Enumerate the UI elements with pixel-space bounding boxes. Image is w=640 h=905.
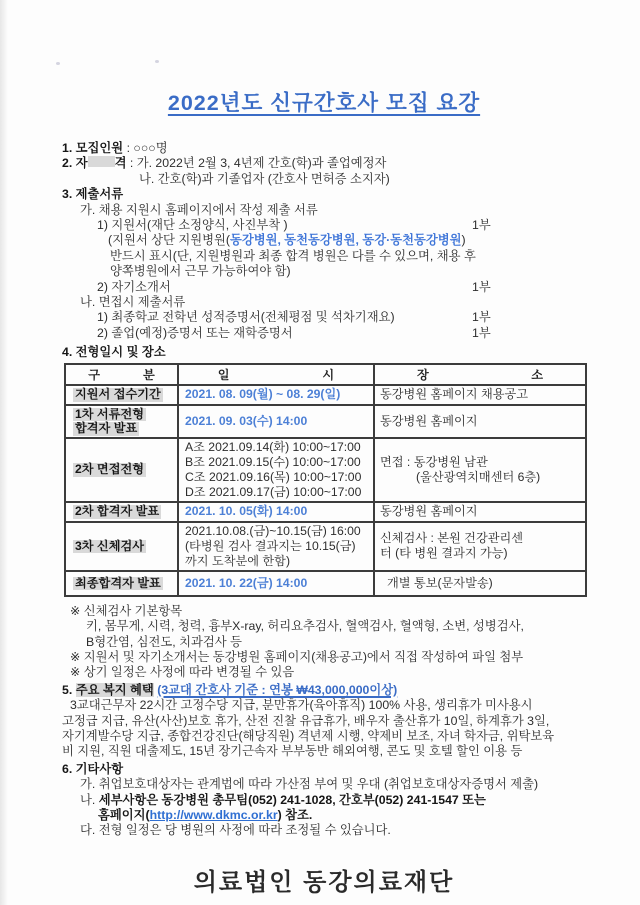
submit-docs-a-title: 가. 채용 지원시 홈페이지에서 작성 제출 서류 [80,202,318,217]
organization-name: 의료법인 동강의료재단 [193,868,455,896]
row-label: 2차 합격자 발표 [75,504,160,519]
row-time-cell [178,385,374,405]
scan-artifact [0,0,8,905]
copies-count: 1부 [472,279,491,294]
contact-info: 세부사항은 동강병원 총무팀(052) 241-1028, 간호부(052) 241-1547 또는 [98,792,486,807]
qualification-line-2: 나. 간호(학)과 기졸업자 (간호사 면허증 소지자) [139,171,390,186]
note-online-apply: ※ 지원서 및 자기소개서는 동강병원 홈페이지(채용공고)에서 직접 작성하여 파일 첨부 [70,649,524,664]
row-time-cell [178,438,374,502]
row-place-cell [374,438,586,502]
section-5-heading-line [62,683,586,698]
row-place-cell [374,405,586,438]
row-place: 동강병원 홈페이지 채용공고 [380,387,529,402]
row-place: 동강병원 홈페이지 [380,504,478,519]
schedule-row-interview-result [65,502,586,522]
header-ilsi [178,364,374,385]
row-label-cell [65,385,178,405]
header-jangso [374,364,586,385]
welfare-line-1: 3교대근무자 22시간 고정수당 지급, 분만휴가(육아휴직) 100% 사용, 생리휴가 미사용시 [70,698,533,713]
row-place: (울산광역치매센터 6층) [416,469,541,484]
section-1-heading: 1. 모집인원 [62,141,124,155]
row-label: 합격자 발표 [75,421,138,436]
etc-line-na [62,793,586,808]
row-time: (타병원 검사 결과지는 10.15(금) [185,538,356,553]
note-1-prefix: (지원서 상단 지원병원( [108,233,230,248]
schedule-row-doc-screening [65,405,586,438]
note-exam-list-2: B형간염, 심전도, 치과검사 등 [86,634,242,649]
header-char: 일 [217,367,230,382]
row-time-cell [178,405,374,438]
submit-docs-item-3 [62,310,586,325]
section-6-heading: 6. 기타사항 [62,761,124,776]
row-label: 최종합격자 발표 [75,575,161,590]
submit-docs-item-4 [62,326,586,341]
homepage-suffix: ) 참조. [277,807,313,822]
row-place: 면접 : 동강병원 남관 [380,454,488,469]
row-label-cell [65,502,178,522]
row-place: 개별 통보(문자발송) [387,575,493,590]
welfare-line-3: 자기계발수당 지급, 종합건강진단(해당직원) 격년제 시행, 약제비 보조, 자녀 학자금, 위탁보육 [62,728,555,743]
row-time: 까지 도착분에 한함) [185,553,291,568]
header-char: 분 [143,367,155,382]
salary-note: (3교대 간호사 기준 : 연봉 ₩43,000,000이상) [157,682,398,697]
row-label-cell [65,405,178,438]
schedule-row-interview [65,438,586,502]
homepage-url: http://www.dkmc.or.kr [149,807,278,822]
note-schedule-change: ※ 상기 일정은 사정에 따라 변경될 수 있음 [70,665,295,680]
submit-docs-item-1-text: 1) 지원서(재단 소정양식, 사진부착 ) [97,218,288,233]
welfare-line-4: 비 지원, 직원 대출제도, 15년 장기근속자 부부동반 해외여행, 콘도 및 호텔 할인 이용 등 [62,744,523,759]
row-label-cell [65,438,178,502]
schedule-header-row [65,364,586,385]
submit-docs-item-1 [62,218,586,233]
header-gubun [65,364,178,385]
qualification-line-1 [62,156,586,171]
submit-docs-note-1 [62,233,586,248]
section-5-heading: 주요 복지 혜택 [75,682,154,697]
header-char: 시 [322,367,335,382]
submit-docs-item-2-text: 2) 자기소개서 [97,279,171,294]
row-time: B조 2021.09.15(수) 10:00~17:00 [185,454,361,469]
copies-count: 1부 [472,325,491,340]
row-label: 3차 신체검사 [75,538,145,553]
header-char: 구 [88,367,100,382]
row-time-cell [178,571,374,596]
row-place-cell [374,571,586,596]
schedule-row-physical-exam [65,522,586,571]
row-place: 동강병원 홈페이지 [380,413,478,428]
section-2-number: 2. [62,156,76,171]
submit-docs-note-3: 양쪽병원에서 근무 가능하여야 함) [110,264,291,279]
row-place-cell [374,385,586,405]
row-time: D조 2021.09.17(금) 10:00~17:00 [185,484,362,499]
row-label-cell [65,571,178,596]
row-label-cell [65,522,178,571]
row-place-cell [374,522,586,571]
row-time: 2021. 08. 09(월) ~ 08. 29(일) [185,387,341,402]
row-place-cell [374,502,586,522]
section-5-number: 5. [62,682,76,697]
header-char: 장 [417,367,429,382]
note-exam-list-1: 키, 몸무게, 시력, 청력, 흉부X-ray, 허리요추검사, 혈액검사, 혈액형, 소변, 성병검사, [86,619,524,634]
row-time-cell [178,522,374,571]
welfare-line-2: 고정급 지급, 유산(사산)보호 휴가, 산전 진찰 유급휴가, 배우자 출산휴가 10일, 하계휴가 3일, [62,713,550,728]
row-time-cell [178,502,374,522]
schedule-row-final-result [65,571,586,596]
header-char: 소 [531,367,543,382]
section-4-heading: 4. 전형일시 및 장소 [62,345,166,360]
submit-docs-item-2 [62,280,586,295]
etc-line-na-prefix: 나. [80,792,99,807]
row-label: 2차 면접전형 [75,462,145,477]
hospital-names: 동강병원, 동천동강병원, 동강·동천동강병원 [229,233,462,248]
section-3-heading: 3. 제출서류 [62,187,124,202]
row-time: 2021. 10. 05(화) 14:00 [185,504,308,519]
section-2-heading-a: 자 [75,156,88,171]
document-content [62,0,586,897]
row-time: A조 2021.09.14(화) 10:00~17:00 [185,439,361,454]
homepage-prefix: 홈페이지( [98,807,150,822]
schedule-row-apply-period [65,385,586,405]
row-place: 신체검사 : 본원 건강관리센 [380,531,524,546]
note-physical-exam-items: ※ 신체검사 기본항목 [70,603,183,618]
row-time: 2021. 09. 03(수) 14:00 [185,413,308,428]
schedule-notes [62,604,586,681]
highlight-mark [88,156,115,167]
row-place: 터 (타 병원 결과지 가능) [380,546,508,561]
copies-count: 1부 [472,218,491,233]
row-label: 지원서 접수기간 [75,387,161,402]
submit-docs-note-2: 반드시 표시(단, 지원병원과 최종 합격 병원은 다를 수 있으며, 채용 후 [110,248,476,263]
qualification-text-1: : 가. 2022년 2월 3, 4년제 간호(학)과 졸업예정자 [126,156,387,171]
note-1-suffix: ) [461,233,466,248]
row-time: C조 2021.09.16(목) 10:00~17:00 [185,469,362,484]
submit-docs-b-title: 나. 면접시 제출서류 [80,295,186,310]
copies-count: 1부 [472,310,491,325]
page-title: 2022년도 신규간호사 모집 요강 [167,91,481,115]
etc-line-homepage [62,808,586,823]
section-2-heading-b: 격 [114,156,127,171]
row-time: 2021.10.08.(금)~10.15(금) 16:00 [185,523,361,538]
recruit-count-value: : ○○○명 [123,141,168,155]
submit-docs-item-4-text: 2) 졸업(예정)증명서 또는 재학증명서 [97,325,293,340]
scan-artifact [56,62,60,65]
submit-docs-item-3-text: 1) 최종학교 전학년 성적증명서(전체평점 및 석차기재요) [97,310,395,325]
row-time: 2021. 10. 22(금) 14:00 [185,575,308,590]
etc-line-da: 다. 전형 일정은 당 병원의 사정에 따라 조정될 수 있습니다. [80,823,391,838]
recruit-count-line [62,141,586,156]
schedule-table [64,363,587,597]
etc-line-ga: 가. 취업보호대상자는 관계법에 따라 가산점 부여 및 우대 (취업보호대상자증명서 제출) [80,777,539,792]
row-label: 1차 서류전형 [75,406,145,421]
